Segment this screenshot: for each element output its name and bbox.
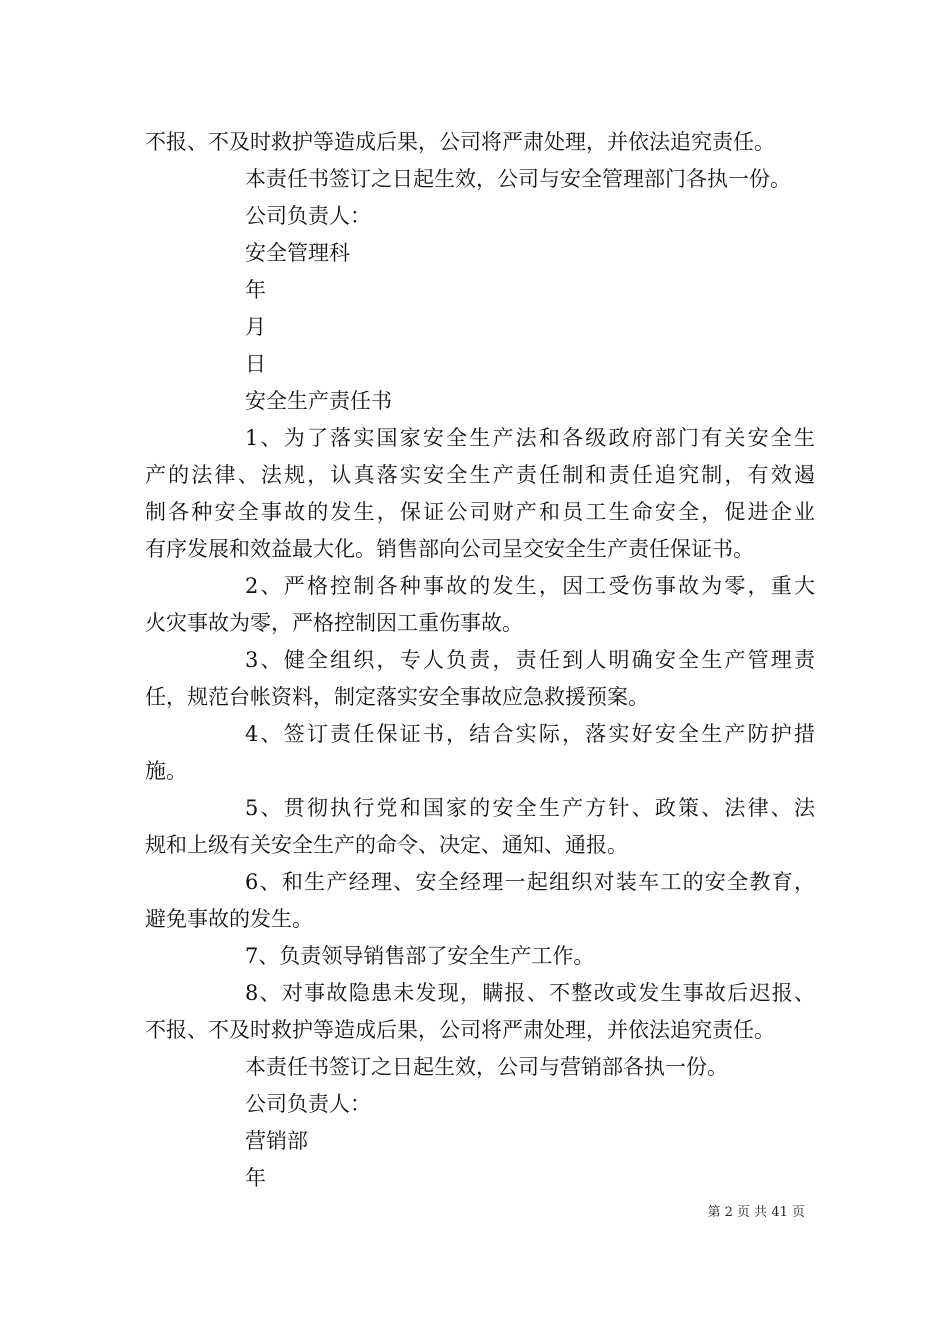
text-line: 年 [245,278,266,302]
page-number: 第 2 页 共 41 页 [707,1205,805,1220]
text-line: 本责任书签订之日起生效，公司与安全管理部门各执一份。 [245,167,791,191]
text-line: 公司负责人： [245,204,371,228]
text-line: 月 [245,315,266,339]
text-line: 有序发展和效益最大化。销售部向公司呈交安全生产责任保证书。 [145,537,754,561]
text-line: 规和上级有关安全生产的命令、决定、通知、通报。 [145,833,628,857]
text-line: 4、签订责任保证书，结合实际，落实好安全生产防护措 [245,722,815,746]
text-line: 任，规范台帐资料，制定落实安全事故应急救援预案。 [145,685,649,709]
text-line: 避免事故的发生。 [145,907,313,931]
text-line: 产的法律、法规，认真落实安全生产责任制和责任追究制，有效遏 [145,463,815,487]
text-line: 不报、不及时救护等造成后果，公司将严肃处理，并依法追究责任。 [145,1018,775,1042]
document-body [145,124,815,1197]
text-line: 营销部 [245,1129,308,1153]
text-line: 8、对事故隐患未发现，瞒报、不整改或发生事故后迟报、 [245,981,815,1005]
text-line: 不报、不及时救护等造成后果，公司将严肃处理，并依法追究责任。 [145,130,775,154]
text-line: 制各种安全事故的发生，保证公司财产和员工生命安全，促进企业 [145,500,815,524]
text-line: 1、为了落实国家安全生产法和各级政府部门有关安全生 [245,426,815,450]
text-line: 日 [245,352,266,376]
text-line: 火灾事故为零，严格控制因工重伤事故。 [145,611,523,635]
text-line: 公司负责人： [245,1092,371,1116]
text-line: 3、健全组织，专人负责，责任到人明确安全生产管理责 [245,648,815,672]
text-line: 年 [245,1166,266,1190]
text-line: 安全管理科 [245,241,350,265]
text-line: 5、贯彻执行党和国家的安全生产方针、政策、法律、法 [245,796,815,820]
text-line: 本责任书签订之日起生效，公司与营销部各执一份。 [245,1055,728,1079]
text-line: 6、和生产经理、安全经理一起组织对装车工的安全教育， [245,870,815,894]
text-line: 7、负责领导销售部了安全生产工作。 [245,944,595,968]
text-line: 安全生产责任书 [245,389,392,413]
text-line: 2、严格控制各种事故的发生，因工受伤事故为零，重大 [245,574,815,598]
text-line: 施。 [145,759,187,783]
